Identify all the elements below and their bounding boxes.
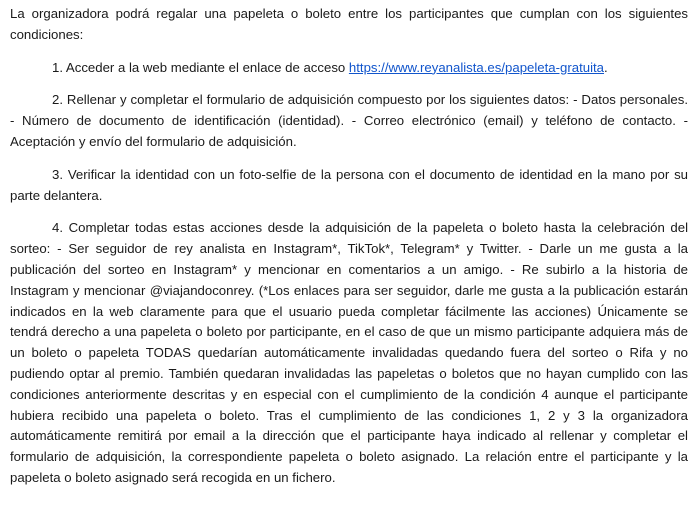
papeleta-gratuita-link[interactable]: https://www.reyanalista.es/papeleta-gratuita [348, 59, 605, 75]
condition-1-end: . [604, 59, 608, 75]
condition-1 [10, 58, 688, 79]
intro-paragraph: La organizadora podrá regalar una papeleta o boleto entre los participantes que cumplan con los siguientes condiciones: [10, 6, 688, 42]
condition-1-text: 1. Acceder a la web mediante el enlace de acceso [52, 59, 349, 75]
condition-4: 4. Completar todas estas acciones desde la adquisición de la papeleta o boleto hasta la celebración del sorteo: - Ser seguidor de rey analista en Instagram*, TikTok*, Telegram* y Twitter. - Darle un me gusta a la publicación del sorteo en Instagram* y mencionar en comentarios a un amigo. - Re subirlo a la historia de Instagram y mencionar @viajandoconrey. (*Los enlaces para ser seguidor, darle me gusta a la publicación estarán indicados en la web claramente para que el usuario pueda completar fácilmente las acciones) Únicamente se tendrá derecho a una papeleta o boleto por participante, en el caso de que un mismo participante adquiera más de un boleto o papeleta TODAS quedarían automáticamente invalidadas quedando fuera del sorteo o Rifa y no pudiendo optar al premio. También quedaran invalidadas las papeletas o boletos que no hayan cumplido con las condiciones anteriormente descritas y en especial con el cumplimiento de la condición 4 aunque el participante hubiera recibido una papeleta o boleto. Tras el cumplimiento de las condiciones 1, 2 y 3 la organizadora automáticamente remitirá por email a la dirección que el participante haya indicado al rellenar y completar el formulario de adquisición, la correspondiente papeleta o boleto asignado. La relación entre el participante y la papeleta o boleto asignado será recogida en un fichero. [10, 220, 688, 485]
condition-2: 2. Rellenar y completar el formulario de adquisición compuesto por los siguientes datos: - Datos personales. - Número de documento de identificación (identidad). - Correo electrónico (email) y teléfono de contacto. - Aceptación y envío del formulario de adquisición. [10, 92, 688, 149]
condition-3: 3. Verificar la identidad con un foto-selfie de la persona con el documento de identidad en la mano por su parte delantera. [10, 166, 688, 203]
